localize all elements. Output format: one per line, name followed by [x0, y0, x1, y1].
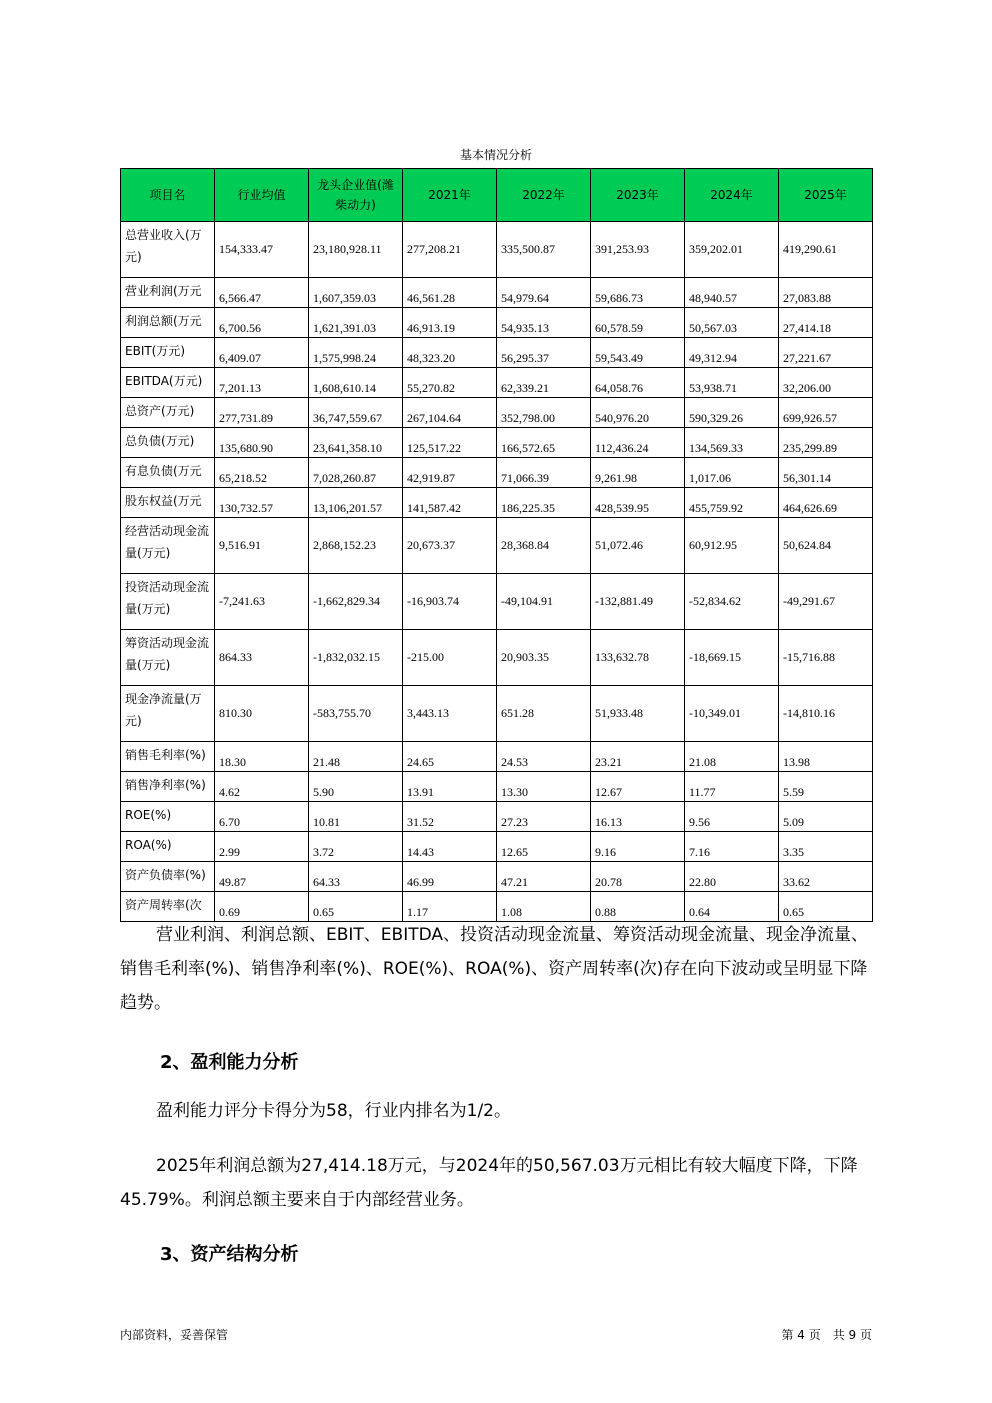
table-cell: 51,072.46 — [591, 518, 685, 574]
table-cell: -10,349.01 — [685, 686, 779, 742]
table-cell: 5.09 — [779, 802, 873, 832]
table-cell: 18.30 — [215, 742, 309, 772]
table-cell: 419,290.61 — [779, 222, 873, 278]
row-label: ROE(%) — [121, 802, 215, 832]
table-cell: 9,516.91 — [215, 518, 309, 574]
table-cell: -16,903.74 — [403, 574, 497, 630]
row-label: 股东权益(万元 — [121, 488, 215, 518]
table-cell: 12.67 — [591, 772, 685, 802]
table-cell: 47.21 — [497, 862, 591, 892]
row-label: 资产周转率(次 — [121, 892, 215, 922]
table-cell: 36,747,559.67 — [309, 398, 403, 428]
column-header: 2023年 — [591, 169, 685, 222]
row-label: EBIT(万元) — [121, 338, 215, 368]
row-label: ROA(%) — [121, 832, 215, 862]
table-row — [121, 802, 873, 832]
table-row — [121, 368, 873, 398]
table-cell: 27,414.18 — [779, 308, 873, 338]
table-row — [121, 488, 873, 518]
table-cell: 27.23 — [497, 802, 591, 832]
row-label: 筹资活动现金流量(万元) — [121, 630, 215, 686]
table-cell: 3,443.13 — [403, 686, 497, 742]
table-cell: 154,333.47 — [215, 222, 309, 278]
table-cell: 7,201.13 — [215, 368, 309, 398]
table-row — [121, 772, 873, 802]
column-header: 2025年 — [779, 169, 873, 222]
table-cell: 64,058.76 — [591, 368, 685, 398]
table-cell: 20,903.35 — [497, 630, 591, 686]
table-cell: -132,881.49 — [591, 574, 685, 630]
table-cell: 13.98 — [779, 742, 873, 772]
column-header: 2022年 — [497, 169, 591, 222]
row-label: 投资活动现金流量(万元) — [121, 574, 215, 630]
table-cell: 16.13 — [591, 802, 685, 832]
table-cell: 1,621,391.03 — [309, 308, 403, 338]
table-cell: 141,587.42 — [403, 488, 497, 518]
table-cell: 46,561.28 — [403, 278, 497, 308]
table-cell: 31.52 — [403, 802, 497, 832]
table-cell: 359,202.01 — [685, 222, 779, 278]
table-row — [121, 458, 873, 488]
table-row — [121, 398, 873, 428]
table-cell: 235,299.89 — [779, 428, 873, 458]
column-header: 2021年 — [403, 169, 497, 222]
table-cell: 24.65 — [403, 742, 497, 772]
table-cell: 27,221.67 — [779, 338, 873, 368]
table-cell: 60,912.95 — [685, 518, 779, 574]
column-header: 龙头企业值(潍柴动力) — [309, 169, 403, 222]
table-row — [121, 338, 873, 368]
table-body — [121, 222, 873, 922]
table-cell: 21.48 — [309, 742, 403, 772]
table-cell: -18,669.15 — [685, 630, 779, 686]
table-cell: 0.88 — [591, 892, 685, 922]
table-cell: 48,940.57 — [685, 278, 779, 308]
table-cell: 14.43 — [403, 832, 497, 862]
table-cell: 23.21 — [591, 742, 685, 772]
table-cell: 267,104.64 — [403, 398, 497, 428]
table-cell: 1.17 — [403, 892, 497, 922]
table-cell: 10.81 — [309, 802, 403, 832]
table-cell: 56,301.14 — [779, 458, 873, 488]
table-row — [121, 222, 873, 278]
section-heading-asset-structure: 3、资产结构分析 — [160, 1244, 299, 1265]
table-cell: -1,832,032.15 — [309, 630, 403, 686]
table-cell: 277,208.21 — [403, 222, 497, 278]
footer-page-number: 第 4 页 共 9 页 — [781, 1328, 872, 1342]
table-cell: -52,834.62 — [685, 574, 779, 630]
table-cell: -15,716.88 — [779, 630, 873, 686]
table-cell: -49,104.91 — [497, 574, 591, 630]
table-row — [121, 630, 873, 686]
table-cell: 464,626.69 — [779, 488, 873, 518]
table-row — [121, 428, 873, 458]
table-cell: 0.65 — [309, 892, 403, 922]
table-row — [121, 832, 873, 862]
table-cell: 46.99 — [403, 862, 497, 892]
table-cell: 590,329.26 — [685, 398, 779, 428]
table-row — [121, 308, 873, 338]
column-header: 项目名 — [121, 169, 215, 222]
table-cell: 50,624.84 — [779, 518, 873, 574]
table-cell: 864.33 — [215, 630, 309, 686]
table-cell: -14,810.16 — [779, 686, 873, 742]
table-cell: 134,569.33 — [685, 428, 779, 458]
table-cell: 130,732.57 — [215, 488, 309, 518]
row-label: 资产负债率(%) — [121, 862, 215, 892]
table-cell: 699,926.57 — [779, 398, 873, 428]
table-cell: 59,686.73 — [591, 278, 685, 308]
table-caption: 基本情况分析 — [459, 148, 532, 162]
table-cell: 0.65 — [779, 892, 873, 922]
table-cell: 32,206.00 — [779, 368, 873, 398]
table-cell: 9.16 — [591, 832, 685, 862]
table-cell: 6,566.47 — [215, 278, 309, 308]
table-cell: 23,641,358.10 — [309, 428, 403, 458]
table-cell: 51,933.48 — [591, 686, 685, 742]
table-cell: 22.80 — [685, 862, 779, 892]
table-cell: 42,919.87 — [403, 458, 497, 488]
table-cell: 3.35 — [779, 832, 873, 862]
table-cell: 125,517.22 — [403, 428, 497, 458]
table-cell: 46,913.19 — [403, 308, 497, 338]
summary-paragraph: 营业利润、利润总额、EBIT、EBITDA、投资活动现金流量、筹资活动现金流量、现金净流量、销售毛利率(%)、销售净利率(%)、ROE(%)、ROA(%)、资产周转率(次)存在向下波动或呈明显下降趋势。 — [120, 925, 869, 1013]
table-cell: 5.59 — [779, 772, 873, 802]
table-row — [121, 862, 873, 892]
profit-total-paragraph: 2025年利润总额为27,414.18万元，与2024年的50,567.03万元相比有较大幅度下降，下降45.79%。利润总额主要来自于内部经营业务。 — [120, 1156, 858, 1210]
table-cell: 28,368.84 — [497, 518, 591, 574]
table-cell: 12.65 — [497, 832, 591, 862]
table-cell: 352,798.00 — [497, 398, 591, 428]
table-row — [121, 892, 873, 922]
profitability-score-paragraph: 盈利能力评分卡得分为58，行业内排名为1/2。 — [156, 1101, 511, 1121]
table-cell: 62,339.21 — [497, 368, 591, 398]
table-cell: 20.78 — [591, 862, 685, 892]
table-row — [121, 686, 873, 742]
table-cell: 33.62 — [779, 862, 873, 892]
table-cell: 1,608,610.14 — [309, 368, 403, 398]
table-cell: 20,673.37 — [403, 518, 497, 574]
table-cell: 2,868,152.23 — [309, 518, 403, 574]
table-cell: -215.00 — [403, 630, 497, 686]
table-cell: 166,572.65 — [497, 428, 591, 458]
column-header: 行业均值 — [215, 169, 309, 222]
table-cell: -583,755.70 — [309, 686, 403, 742]
basic-analysis-table — [120, 168, 873, 922]
table-cell: 54,979.64 — [497, 278, 591, 308]
table-cell: 540,976.20 — [591, 398, 685, 428]
table-cell: 59,543.49 — [591, 338, 685, 368]
table-cell: 56,295.37 — [497, 338, 591, 368]
table-cell: 13.91 — [403, 772, 497, 802]
table-cell: 0.64 — [685, 892, 779, 922]
row-label: 有息负债(万元 — [121, 458, 215, 488]
table-cell: 24.53 — [497, 742, 591, 772]
table-cell: 13.30 — [497, 772, 591, 802]
table-cell: 651.28 — [497, 686, 591, 742]
table-cell: 0.69 — [215, 892, 309, 922]
table-cell: 50,567.03 — [685, 308, 779, 338]
table-cell: 112,436.24 — [591, 428, 685, 458]
table-cell: 53,938.71 — [685, 368, 779, 398]
table-cell: 428,539.95 — [591, 488, 685, 518]
table-cell: 65,218.52 — [215, 458, 309, 488]
table-row — [121, 574, 873, 630]
row-label: 销售净利率(%) — [121, 772, 215, 802]
table-cell: -7,241.63 — [215, 574, 309, 630]
table-cell: 7,028,260.87 — [309, 458, 403, 488]
table-cell: 60,578.59 — [591, 308, 685, 338]
table-cell: 48,323.20 — [403, 338, 497, 368]
table-cell: 71,066.39 — [497, 458, 591, 488]
table-cell: 9.56 — [685, 802, 779, 832]
table-cell: 810.30 — [215, 686, 309, 742]
table-cell: 11.77 — [685, 772, 779, 802]
table-cell: 1,017.06 — [685, 458, 779, 488]
table-cell: 9,261.98 — [591, 458, 685, 488]
table-cell: 55,270.82 — [403, 368, 497, 398]
table-cell: 6,700.56 — [215, 308, 309, 338]
table-row — [121, 742, 873, 772]
table-cell: 21.08 — [685, 742, 779, 772]
table-cell: 3.72 — [309, 832, 403, 862]
table-cell: 13,106,201.57 — [309, 488, 403, 518]
row-label: 经营活动现金流量(万元) — [121, 518, 215, 574]
table-cell: 5.90 — [309, 772, 403, 802]
table-cell: 1,575,998.24 — [309, 338, 403, 368]
row-label: 现金净流量(万元) — [121, 686, 215, 742]
footer-confidential-note: 内部资料，妥善保管 — [120, 1328, 229, 1342]
table-cell: 135,680.90 — [215, 428, 309, 458]
table-cell: 335,500.87 — [497, 222, 591, 278]
table-header-row — [121, 169, 873, 222]
table-row — [121, 518, 873, 574]
row-label: 总营业收入(万元) — [121, 222, 215, 278]
table-cell: 23,180,928.11 — [309, 222, 403, 278]
table-cell: 64.33 — [309, 862, 403, 892]
table-cell: 49,312.94 — [685, 338, 779, 368]
table-cell: 455,759.92 — [685, 488, 779, 518]
table-cell: 27,083.88 — [779, 278, 873, 308]
table-cell: -49,291.67 — [779, 574, 873, 630]
table-cell: 6.70 — [215, 802, 309, 832]
table-cell: 133,632.78 — [591, 630, 685, 686]
table-cell: 7.16 — [685, 832, 779, 862]
row-label: 营业利润(万元 — [121, 278, 215, 308]
table-cell: 4.62 — [215, 772, 309, 802]
table-cell: 6,409.07 — [215, 338, 309, 368]
table-cell: 2.99 — [215, 832, 309, 862]
table-cell: 54,935.13 — [497, 308, 591, 338]
row-label: 总资产(万元) — [121, 398, 215, 428]
table-cell: -1,662,829.34 — [309, 574, 403, 630]
table-row — [121, 278, 873, 308]
section-heading-profitability: 2、盈利能力分析 — [160, 1052, 299, 1073]
table-cell: 186,225.35 — [497, 488, 591, 518]
row-label: EBITDA(万元) — [121, 368, 215, 398]
row-label: 销售毛利率(%) — [121, 742, 215, 772]
table-cell: 277,731.89 — [215, 398, 309, 428]
row-label: 利润总额(万元 — [121, 308, 215, 338]
table-cell: 49.87 — [215, 862, 309, 892]
table-cell: 1,607,359.03 — [309, 278, 403, 308]
table-cell: 1.08 — [497, 892, 591, 922]
row-label: 总负债(万元) — [121, 428, 215, 458]
column-header: 2024年 — [685, 169, 779, 222]
table-cell: 391,253.93 — [591, 222, 685, 278]
